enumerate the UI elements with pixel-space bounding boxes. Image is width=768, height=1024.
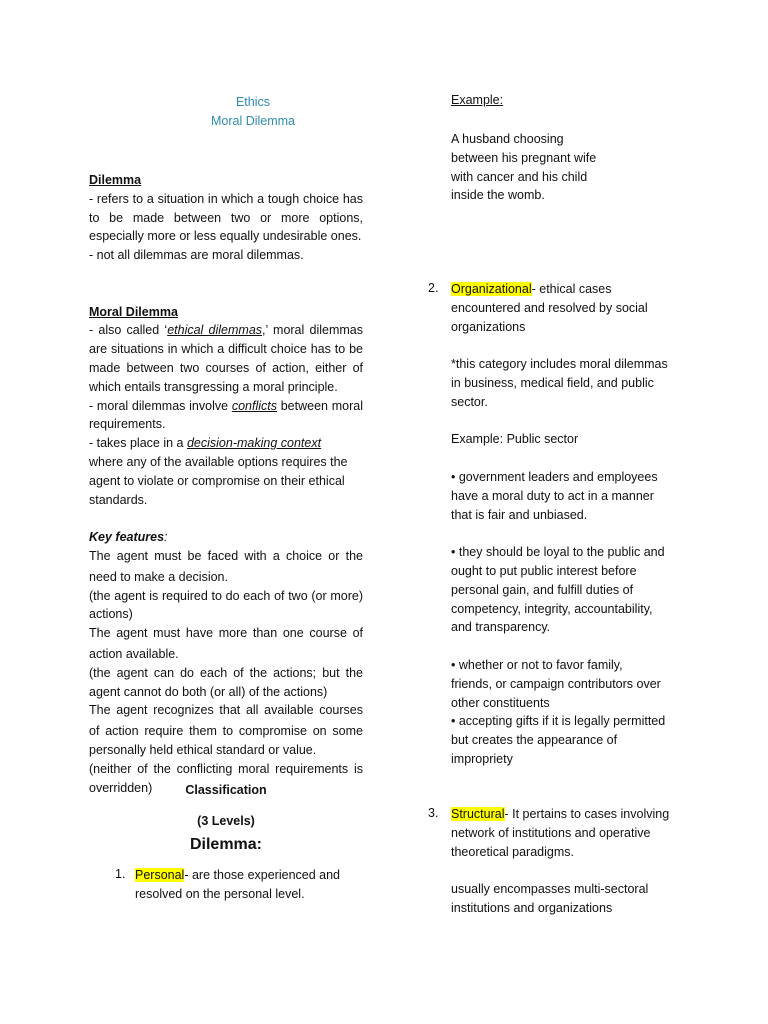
moral-dilemma-heading: Moral Dilemma [89, 304, 178, 319]
moral-paragraph-3-lead: - takes place in a decision-making context [89, 436, 322, 451]
feature-2-note: (the agent can do each of the actions; but the agent cannot do both (or all) of the actions) [89, 665, 363, 699]
list-number-2: 2. [428, 281, 439, 295]
structural-label: Structural [451, 807, 505, 821]
moral-paragraph-2: - moral dilemmas involve conflicts between moral requirements. [89, 398, 363, 432]
moral-paragraph-3: where any of the available options requires the agent to violate or compromise on their ethical standards. [89, 454, 348, 507]
left-column [89, 171, 363, 797]
feature-2: The agent must have more than one course of action available. [89, 626, 363, 661]
document-subtitle: Moral Dilemma [210, 114, 296, 128]
personal-label: Personal [135, 868, 185, 882]
key-features-heading: Key features: [89, 530, 168, 545]
dilemma-definition: - refers to a situation in which a tough choice has to be made between two or more options, especially more or less equally undesirable ones. [89, 191, 363, 244]
feature-1-note: (the agent is required to do each of two (or more) actions) [89, 588, 363, 622]
feature-3: The agent recognizes that all available courses of action require them to compromise on some personally held ethical standard or value. [89, 703, 363, 757]
levels-heading: (3 Levels) [197, 814, 255, 828]
decision-making-context-term: decision-making context [186, 436, 322, 451]
moral-paragraph-1: - also called ‘ethical dilemmas,’ moral dilemmas are situations in which a difficult choice has to be made between two courses of action, either of which entails transgressing a moral principle. [89, 323, 363, 394]
example-public-sector: Example: Public sector [451, 432, 579, 447]
classification-heading: Classification [185, 783, 267, 797]
ethical-dilemmas-term: ethical dilemmas [167, 323, 263, 338]
list-item-organizational: Organizational- ethical cases encountered and resolved by social organizations *this category includes moral dilemmas in business, medical field, and public sector. Example: Public sector • government leaders and employees have a moral duty to act in a manner that is fair and unbiased. • they should be loyal to the public and ought to put public interest before personal gain, and fulfill duties of competency, integrity, accountability, and transparency. • whether or not to favor family, friends, or campaign contributors over other constituents • accepting gifts if it is legally permitted but creates the appearance of impropriety [451, 280, 683, 769]
list-item-structural: Structural- It pertains to cases involving network of institutions and operative theoretical paradigms. usually encompasses multi-sectoral institutions and organizations [451, 807, 670, 915]
feature-3-note: (neither of the conflicting moral requirements is overridden) [89, 761, 363, 795]
list-number-3: 3. [428, 806, 439, 820]
list-item-personal: Personal- are those experienced and resolved on the personal level. [135, 868, 341, 901]
document-title: Ethics [235, 95, 271, 109]
dilemma-big-heading: Dilemma: [189, 836, 263, 853]
dilemma-note: - not all dilemmas are moral dilemmas. [89, 248, 304, 263]
conflicts-term: conflicts [231, 398, 277, 413]
organizational-label: Organizational [451, 282, 532, 296]
feature-1: The agent must be faced with a choice or the need to make a decision. [89, 548, 363, 584]
example-heading: Example: [451, 93, 504, 107]
dilemma-heading: Dilemma [89, 173, 142, 187]
example-text: A husband choosing between his pregnant wife with cancer and his child inside the womb. [451, 132, 597, 203]
list-number-1: 1. [115, 867, 126, 881]
